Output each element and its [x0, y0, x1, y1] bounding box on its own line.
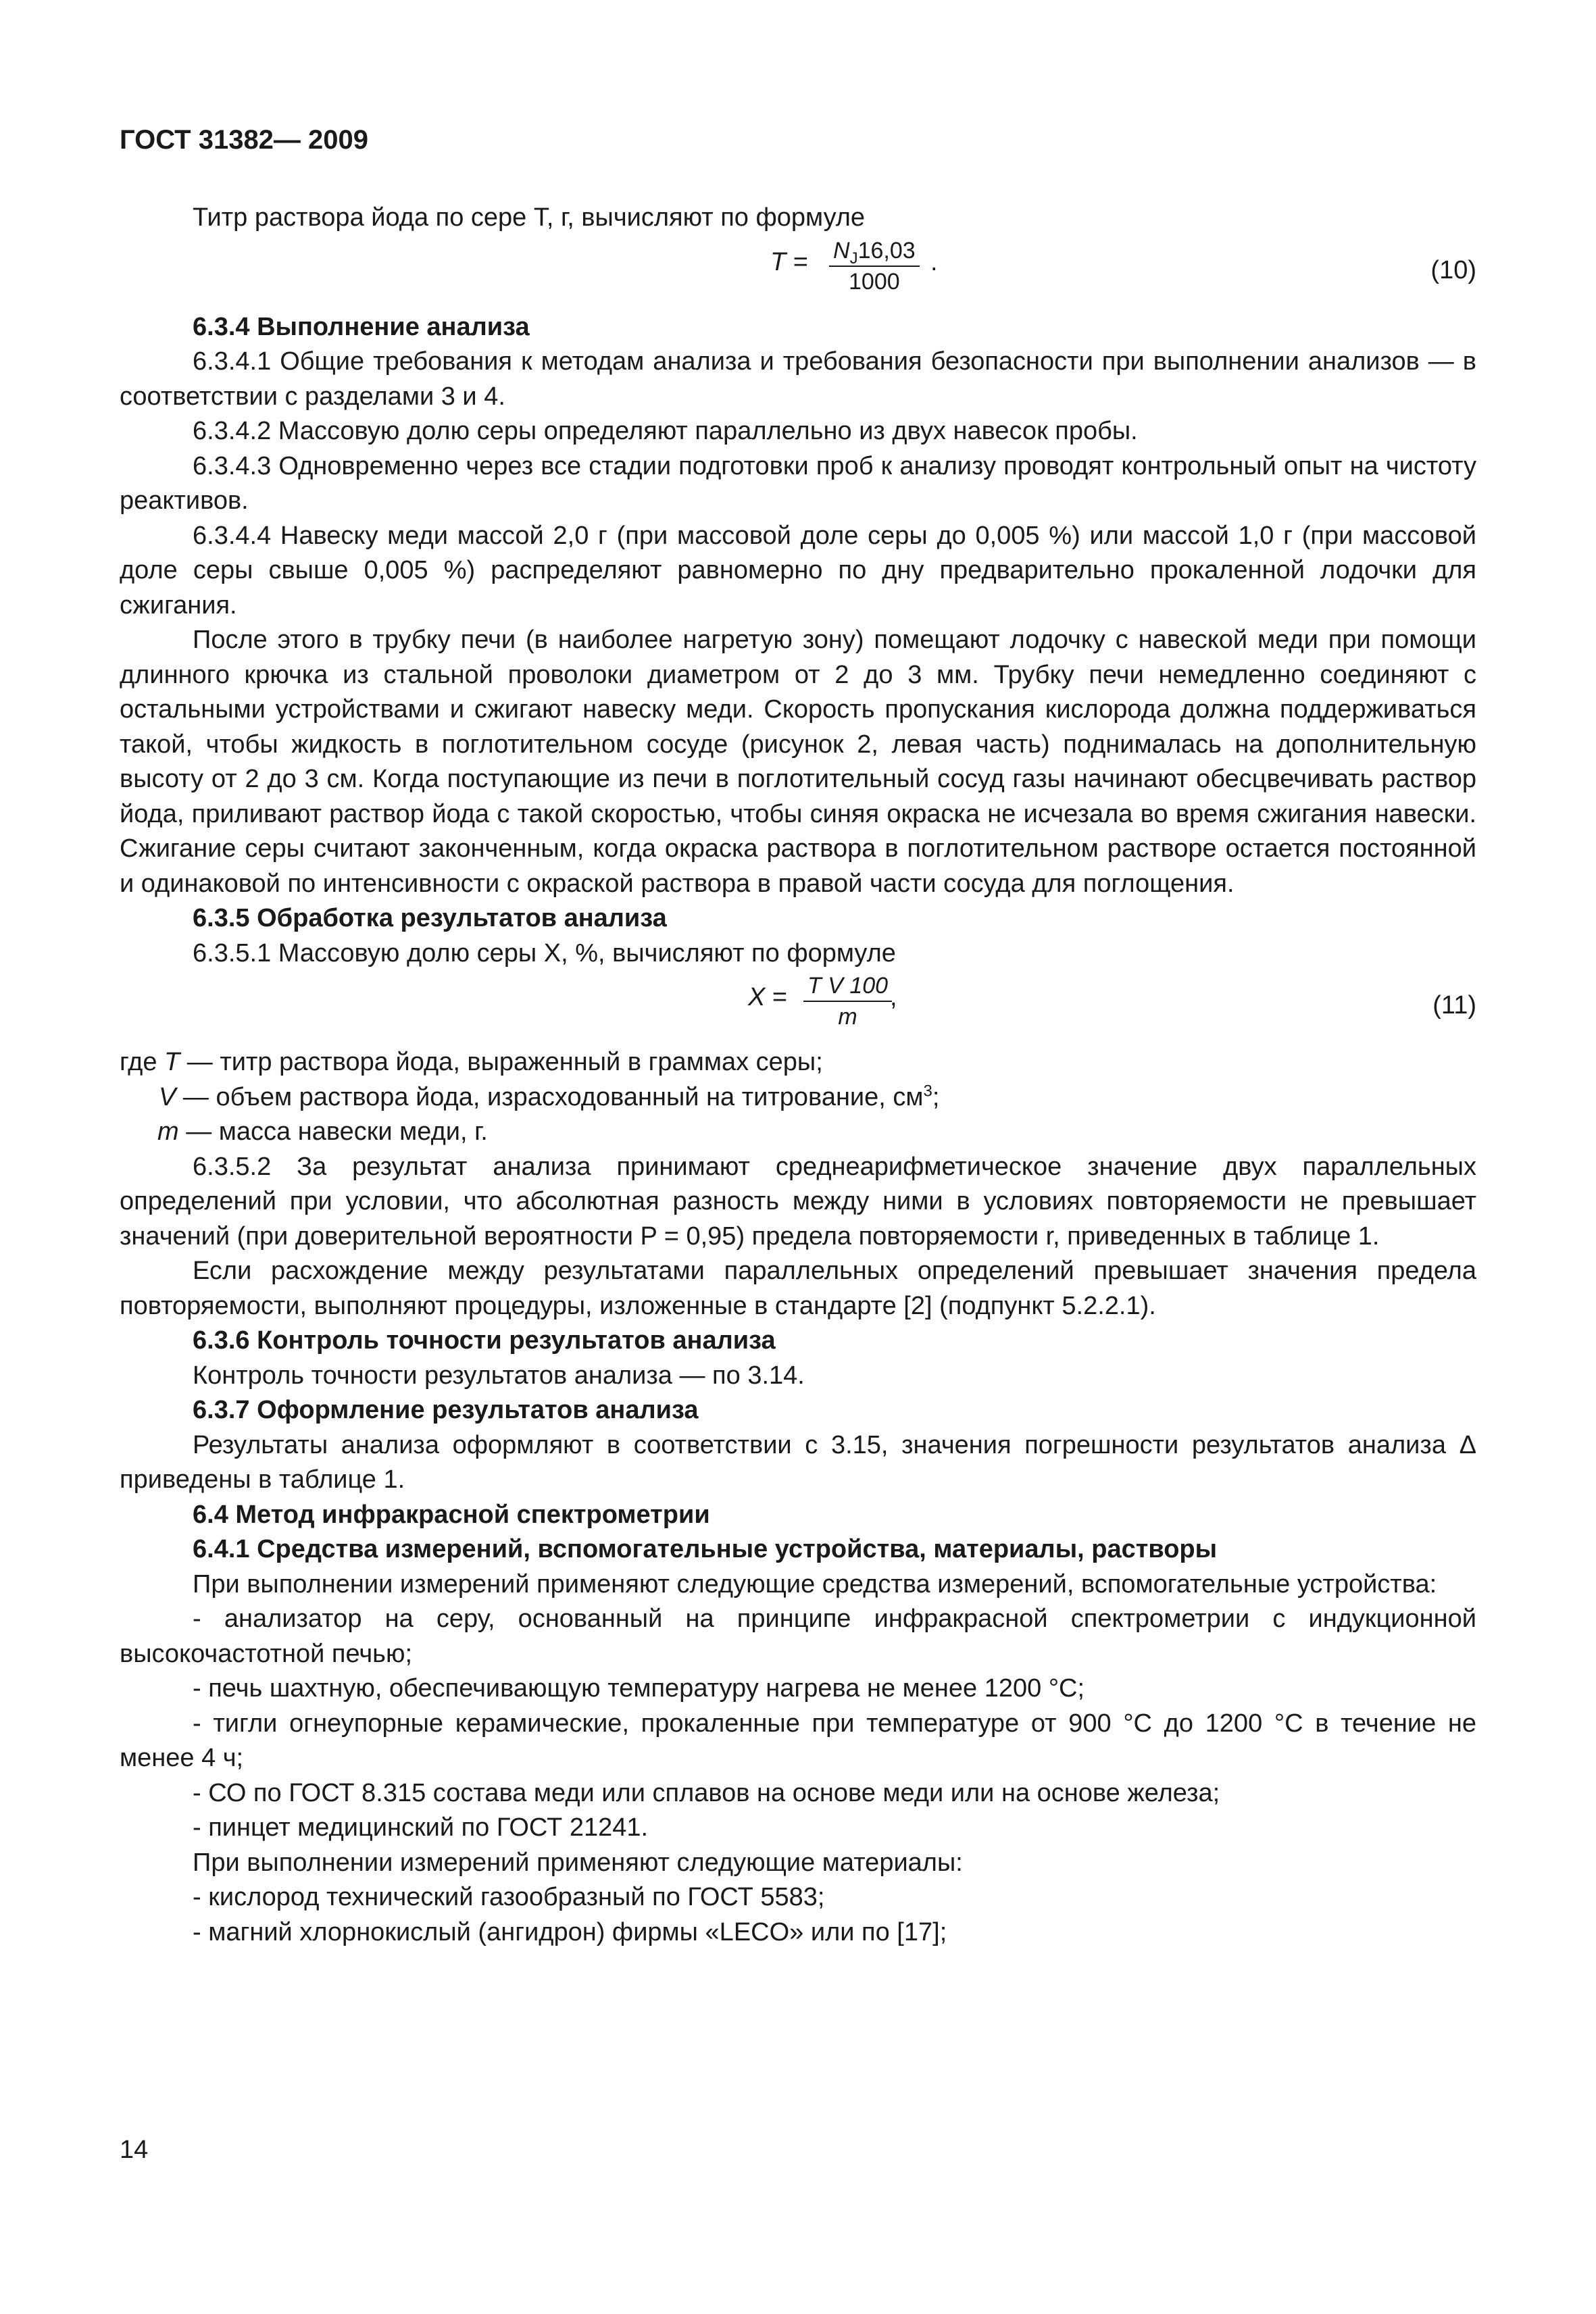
formula-10-tail: .: [930, 247, 938, 276]
formula-11-number: (11): [1432, 991, 1476, 1020]
section-6-3-4: 6.3.4 Выполнение анализа: [193, 312, 530, 341]
document-body: [120, 201, 1476, 1950]
section-6-4-1: 6.4.1 Средства измерений, вспомогательные устройства, материалы, растворы: [193, 1535, 1218, 1563]
page-number: 14: [120, 2136, 149, 2164]
paragraph-6-3-5-1: 6.3.5.1 Массовую долю серы X, %, вычисляют по формуле: [193, 938, 896, 967]
paragraph-6-3-4-3: 6.3.4.3 Одновременно через все стадии подготовки проб к анализу проводят контрольный опыт на чистоту реактивов.: [120, 451, 1476, 515]
formula-10-fraction: $\frac{N_J16,03}{1000}$: [829, 236, 920, 297]
paragraph-6-3-6: Контроль точности результатов анализа — по 3.14.: [193, 1361, 805, 1390]
section-6-3-7: 6.3.7 Оформление результатов анализа: [193, 1396, 699, 1424]
list-item-2: - печь шахтную, обеспечивающую температуру нагрева не менее 1200 °С;: [193, 1674, 1085, 1703]
list-item-3: - тигли огнеупорные керамические, прокаленные при температуре от 900 °С до 1200 °С в течение не менее 4 ч;: [120, 1709, 1476, 1772]
paragraph-esli: Если расхождение между результатами параллельных определений превышает значения предела повторяемости, выполняют процедуры, изложенные в стандарте [2] (подпункт 5.2.2.1).: [120, 1257, 1476, 1320]
section-6-4: 6.4 Метод инфракрасной спектрометрии: [193, 1500, 710, 1529]
section-6-3-6: 6.3.6 Контроль точности результатов анализа: [193, 1326, 776, 1355]
paragraph-6-3-4-2: 6.3.4.2 Массовую долю серы определяют параллельно из двух навесок пробы.: [193, 417, 1138, 445]
paragraph-titr: Титр раствора йода по сере T, г, вычисляют по формуле: [193, 203, 866, 232]
section-6-3-5: 6.3.5 Обработка результатов анализа: [193, 904, 667, 932]
formula-11: [120, 971, 1476, 1045]
list-item-4: - СО по ГОСТ 8.315 состава меди или сплавов на основе меди или на основе железа;: [193, 1778, 1220, 1807]
formula-11-tail: ,: [890, 983, 897, 1011]
paragraph-pri-1: При выполнении измерений применяют следующие средства измерений, вспомогательные устройства:: [193, 1569, 1437, 1599]
paragraph-posle: После этого в трубку печи (в наиболее нагретую зону) помещают лодочку с навеской меди при помощи длинного крючка из стальной проволоки диаметром от 2 до 3 мм. Трубку печи немедленно соединяют с остальными устройствами и сжигают навеску меди. Скорость пропускания кислорода должна поддерживаться такой, чтобы жидкость в поглотительном сосуде (рисунок 2, левая часть) поднималась на дополнительную высоту от 2 до 3 см. Когда поступающие из печи в поглотительный сосуд газы начинают обесцвечивать раствор йода, приливают раствор йода с такой скоростью, чтобы синяя окраска не исчезала во время сжигания навески. Сжигание серы считают законченным, когда окраска раствора в поглотительном растворе остается постоянной и одинаковой по интенсивности с окраской раствора в правой части сосуда для поглощения.: [120, 626, 1476, 898]
list-item-6: - кислород технический газообразный по ГОСТ 5583;: [193, 1883, 825, 1911]
paragraph-6-3-4-1: 6.3.4.1 Общие требования к методам анализа и требования безопасности при выполнении анализов — в соответствии с разделами 3 и 4.: [120, 347, 1476, 411]
paragraph-pri-2: При выполнении измерений применяют следующие материалы:: [193, 1848, 963, 1877]
list-item-5: - пинцет медицинский по ГОСТ 21241.: [193, 1813, 649, 1842]
where-line-v: V — объем раствора йода, израсходованный на титрование, $см^3$;: [159, 1081, 940, 1111]
where-line-t: где T — титр раствора йода, выраженный в граммах серы;: [120, 1048, 823, 1076]
paragraph-6-3-7: Результаты анализа оформляют в соответствии с 3.15, значения погрешности результатов анализа Δ приведены в таблице 1.: [120, 1430, 1476, 1494]
formula-11-lhs: X =: [748, 983, 788, 1011]
formula-10-lhs: T =: [770, 247, 808, 276]
paragraph-6-3-5-2: 6.3.5.2 За результат анализа принимают среднеарифметическое значение двух параллельных определений при условии, что абсолютная разность между ними в условиях повторяемости не превышает значений (при доверительной вероятности P = 0,95) предела повторяемости r, приведенных в таблице 1.: [120, 1152, 1476, 1251]
formula-11-fraction: $\frac{\text{T V 100}}{m}$: [803, 971, 892, 1032]
list-item-1: - анализатор на серу, основанный на принципе инфракрасной спектрометрии с индукционной высокочастотной печью;: [120, 1605, 1476, 1668]
where-line-m: m — масса навески меди, г.: [157, 1117, 488, 1146]
paragraph-6-3-4-4: 6.3.4.4 Навеску меди массой 2,0 г (при массовой доле серы до 0,005 %) или массой 1,0 г (при массовой доле серы свыше 0,005 %) распределяют равномерно по дну предварительно прокаленной лодочки для сжигания.: [120, 521, 1476, 620]
document-header: ГОСТ 31382— 2009: [120, 125, 369, 155]
formula-10-number: (10): [1430, 255, 1476, 284]
list-item-7: - магний хлорнокислый (ангидрон) фирмы «LECO» или по [17];: [193, 1917, 947, 1946]
formula-10: [120, 236, 1476, 310]
